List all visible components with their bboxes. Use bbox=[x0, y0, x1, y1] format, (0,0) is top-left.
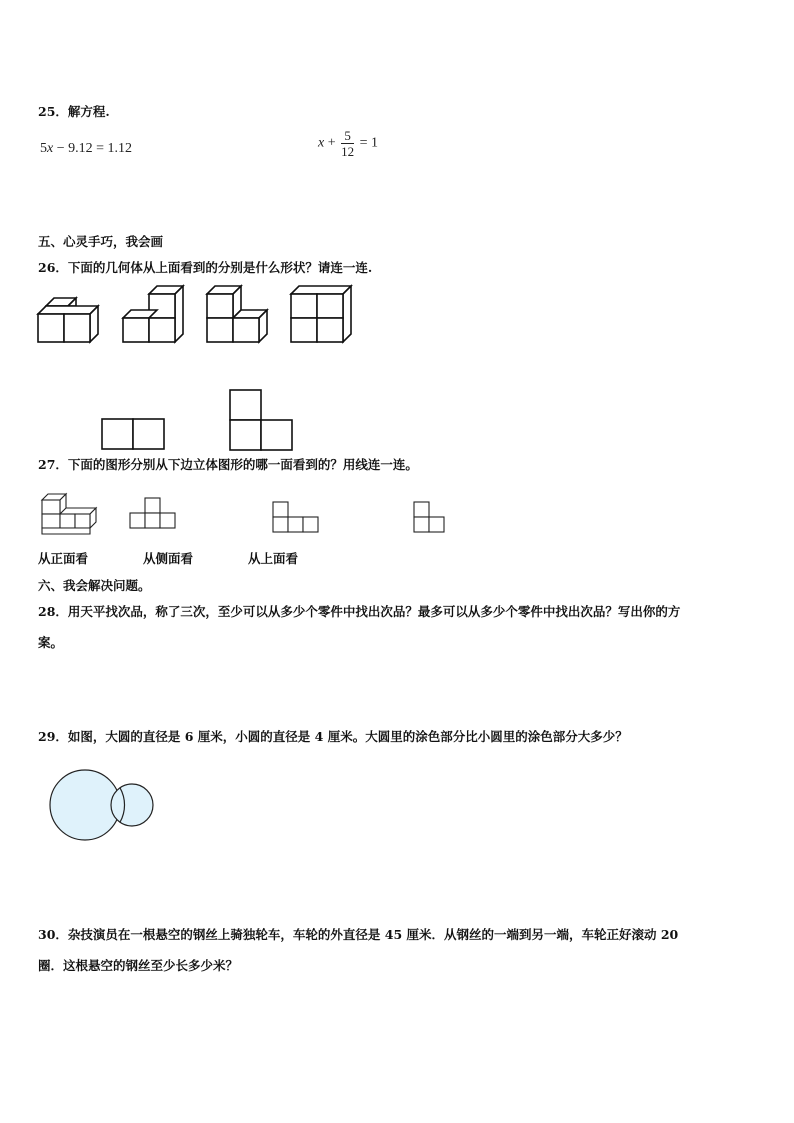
eq1-var: x bbox=[47, 141, 54, 156]
q26-solid-3 bbox=[205, 284, 269, 344]
eq1-rest: − 9.12 = 1.12 bbox=[56, 141, 133, 156]
q27-title: 27．下面的图形分别从下边立体图形的哪一面看到的？用线连一连。 bbox=[38, 457, 418, 472]
q25-title: 25．解方程. bbox=[38, 104, 110, 119]
q28-line-2: 案。 bbox=[38, 635, 64, 650]
eq2-rhs: = 1 bbox=[359, 135, 379, 151]
q29-circles-figure bbox=[46, 768, 158, 842]
q27-view-top bbox=[271, 500, 321, 536]
section5-title: 五、心灵手巧，我会画 bbox=[38, 234, 164, 249]
q30-line-2: 圈．这根悬空的钢丝至少长多少米？ bbox=[38, 958, 239, 973]
big-circle bbox=[50, 770, 120, 840]
small-circle bbox=[111, 784, 153, 826]
eq1-coef: 5 bbox=[40, 141, 47, 156]
q26-solid-4 bbox=[289, 284, 353, 344]
q26-view-l-shape bbox=[228, 388, 294, 452]
q27-view-side bbox=[412, 500, 448, 538]
eq2-fraction bbox=[341, 129, 354, 158]
q26-view-two-squares bbox=[100, 417, 166, 451]
q27-label-top: 从上面看 bbox=[248, 551, 299, 566]
section6-title: 六、我会解决问题。 bbox=[38, 578, 151, 593]
q25-equation-1 bbox=[40, 142, 132, 156]
q26-title: 26．下面的几何体从上面看到的分别是什么形状？请连一连. bbox=[38, 260, 373, 275]
q27-view-front bbox=[128, 496, 178, 532]
q30-line-1: 30．杂技演员在一根悬空的钢丝上骑独轮车，车轮的外直径是 45 厘米．从钢丝的一端到另一端，车轮正好滚动 20 bbox=[38, 927, 679, 942]
q27-label-side: 从侧面看 bbox=[143, 551, 194, 566]
q27-label-front: 从正面看 bbox=[38, 551, 89, 566]
q28-line-1: 28．用天平找次品，称了三次，至少可以从多少个零件中找出次品？最多可以从多少个零件中找出次品？写出你的方 bbox=[38, 604, 681, 619]
q29-title: 29．如图，大圆的直径是 6 厘米，小圆的直径是 4 厘米。大圆里的涂色部分比小圆里的涂色部分大多少？ bbox=[38, 729, 628, 744]
q25-equation-2 bbox=[318, 129, 378, 158]
q26-solid-1 bbox=[36, 296, 100, 344]
q26-solid-2 bbox=[121, 284, 185, 344]
eq2-var: x bbox=[318, 135, 325, 151]
eq2-plus: + bbox=[327, 135, 336, 151]
eq2-denominator: 12 bbox=[341, 144, 355, 159]
eq2-numerator: 5 bbox=[341, 129, 354, 144]
q27-solid bbox=[38, 490, 102, 536]
